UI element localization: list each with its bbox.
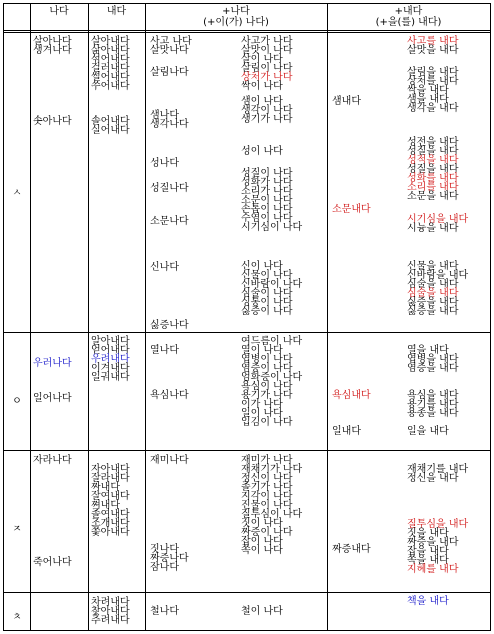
- word-entry: 여드름이 나다: [241, 336, 303, 347]
- word-entry: 일을 내다: [407, 426, 449, 437]
- word-entry: 살맛나다: [150, 45, 189, 56]
- word-entry: 싫증이 나다: [241, 306, 293, 317]
- word-entry: 쪄내다: [91, 500, 120, 511]
- word-entry: 짜증내다: [332, 544, 371, 555]
- word-entry: 싹을 내다: [407, 85, 449, 96]
- header-plus-naeda: [327, 6, 490, 28]
- word-entry: 재채기가 나다: [241, 464, 303, 475]
- word-entry: 이가 나다: [241, 399, 283, 410]
- word-entry: 짓나다: [150, 544, 179, 555]
- word-entry: 성적을 내다: [407, 155, 459, 166]
- word-entry: 일어나다: [33, 393, 72, 404]
- word-entry: 소리가 나다: [241, 186, 293, 197]
- word-entry: 소문이 나다: [241, 195, 293, 206]
- word-entry: 잡을 내다: [407, 546, 449, 557]
- word-entry: 살아나다: [33, 36, 72, 47]
- word-entry: 성화를 내다: [407, 173, 459, 184]
- word-entry: 샘나다: [150, 110, 179, 121]
- section-label: ㅈ: [12, 524, 22, 535]
- row-divider: [4, 592, 490, 593]
- word-entry: 짜증을 내다: [407, 537, 459, 548]
- word-entry: 찾아내다: [91, 606, 130, 617]
- word-entry: 엄화증이 나다: [241, 372, 303, 383]
- header-plus-nada: [145, 6, 327, 28]
- word-entry: 삶아내다: [91, 45, 130, 56]
- word-entry: 우려내다: [91, 354, 130, 365]
- word-entry: 짜증나다: [150, 553, 189, 564]
- section-label: ㅊ: [12, 612, 22, 623]
- word-entry: 열나다: [150, 345, 179, 356]
- word-entry: 죽어나다: [33, 557, 72, 568]
- word-entry: 신나다: [150, 262, 179, 273]
- word-entry: 생기가 나다: [241, 114, 293, 125]
- word-entry: 살이 나다: [241, 54, 283, 65]
- word-entry: 추려내다: [91, 615, 130, 626]
- word-entry: 짜내다: [91, 482, 120, 493]
- word-entry: 엽병을 내다: [407, 354, 459, 365]
- word-entry: 쪽이 나다: [241, 545, 283, 556]
- word-entry: 성화가 나다: [241, 177, 293, 188]
- header-plus-nada-line2: (+이(가) 나다): [203, 17, 269, 28]
- word-entry: 신물을 내다: [407, 261, 459, 272]
- word-entry: 생각이 나다: [241, 105, 293, 116]
- word-entry: 용종을 내다: [407, 408, 459, 419]
- word-entry: 성질을 내다: [407, 164, 459, 175]
- word-entry: 욕심을 내다: [407, 390, 459, 401]
- word-entry: 소리를 내다: [407, 182, 459, 193]
- word-entry: 질투심을 내다: [407, 519, 469, 530]
- word-entry: 염증을 내다: [407, 363, 459, 374]
- word-entry: 썰어내다: [91, 72, 130, 83]
- word-entry: 사고 나다: [150, 36, 192, 47]
- col-divider: [88, 4, 89, 630]
- word-entry: 신물이 나다: [241, 270, 293, 281]
- word-entry: 심술을 내다: [407, 288, 459, 299]
- word-entry: 살림을 내다: [407, 67, 459, 78]
- word-entry: 살림이 나다: [241, 63, 293, 74]
- word-entry: 욕심나다: [150, 390, 189, 401]
- row-divider: [4, 450, 490, 451]
- word-entry: 성질나다: [150, 183, 189, 194]
- col-divider: [327, 4, 328, 630]
- word-entry: 욕심이 나다: [241, 381, 293, 392]
- word-entry: 소문을 내다: [407, 191, 459, 202]
- word-entry: 열을 내다: [407, 345, 449, 356]
- word-entry: 살아내다: [91, 36, 130, 47]
- word-entry: 이겨내다: [91, 363, 130, 374]
- section-label: ㅇ: [12, 396, 22, 407]
- word-entry: 생각나다: [150, 119, 189, 130]
- word-entry: 생각을 내다: [407, 103, 459, 114]
- word-entry: 시늉을 내다: [407, 223, 459, 234]
- word-entry: 우러나다: [33, 358, 72, 369]
- word-entry: 싫증나다: [150, 320, 189, 331]
- word-entry: 입김이 나다: [241, 417, 293, 428]
- word-entry: 짓이 나다: [241, 518, 283, 529]
- word-entry: 상처를 내다: [407, 76, 459, 87]
- word-entry: 싱통이 나다: [241, 297, 293, 308]
- word-entry: 지각이 나다: [241, 491, 293, 502]
- word-entry: 성이 나다: [241, 146, 283, 157]
- word-entry: 책을 내다: [407, 596, 449, 607]
- word-entry: 염증이 나다: [241, 363, 293, 374]
- word-entry: 시기심을 내다: [407, 214, 469, 225]
- col-divider: [30, 4, 31, 630]
- word-entry: 사고를 내다: [407, 36, 459, 47]
- word-entry: 일궈내다: [91, 372, 130, 383]
- word-entry: 살맛이 나다: [241, 45, 293, 56]
- word-entry: 실어내다: [91, 125, 130, 136]
- header-naeda-col1: 나다: [49, 6, 69, 17]
- word-entry: 일이 나다: [241, 408, 283, 419]
- word-entry: 성전을 내다: [407, 137, 459, 148]
- word-entry: 싫증을 내다: [407, 306, 459, 317]
- word-entry: 재미가 나다: [241, 455, 293, 466]
- word-entry: 살림나다: [150, 67, 189, 78]
- header-plus-naeda-line1: +내다: [394, 6, 423, 17]
- word-entry: 샘내다: [332, 96, 361, 107]
- word-entry: 솔어내다: [91, 116, 130, 127]
- col-divider: [145, 4, 146, 630]
- word-table: [3, 3, 491, 631]
- word-entry: 정신이 나다: [241, 473, 293, 484]
- word-entry: 재미나다: [150, 455, 189, 466]
- section-label: ㅅ: [12, 188, 22, 199]
- word-entry: 쫓아내다: [91, 527, 130, 538]
- word-entry: 질투심이 나다: [241, 509, 303, 520]
- word-entry: 알아내다: [91, 336, 130, 347]
- word-entry: 조개내다: [91, 518, 130, 529]
- header-plus-naeda-line2: (+을(를) 내다): [375, 17, 442, 28]
- word-entry: 싹이 나다: [241, 81, 283, 92]
- word-entry: 용기를 내다: [407, 399, 459, 410]
- word-entry: 정신을 내다: [407, 473, 459, 484]
- word-entry: 잠나다: [150, 562, 179, 573]
- word-entry: 잡이 나다: [241, 536, 283, 547]
- word-entry: 열이 나다: [241, 345, 283, 356]
- word-entry: 지혜를 내다: [407, 564, 459, 575]
- word-entry: 샘이 나다: [241, 96, 283, 107]
- word-entry: 얻어내다: [91, 345, 130, 356]
- word-entry: 성질이 나다: [241, 168, 293, 179]
- word-entry: 철나다: [150, 606, 179, 617]
- header-plus-nada-line1: +나다: [222, 6, 250, 17]
- word-entry: 쪽을 내다: [407, 555, 449, 566]
- word-entry: 잘라내다: [91, 473, 130, 484]
- word-entry: 졸여내다: [91, 509, 130, 520]
- word-entry: 잘여내다: [91, 491, 130, 502]
- word-entry: 솟아나다: [33, 116, 72, 127]
- word-entry: 수염이 나다: [241, 213, 293, 224]
- word-entry: 차려내다: [91, 597, 130, 608]
- word-entry: 성나다: [150, 158, 179, 169]
- word-entry: 일내다: [332, 426, 361, 437]
- word-entry: 신이 나다: [241, 261, 283, 272]
- word-entry: 심술이 나다: [241, 288, 293, 299]
- word-entry: 소문나다: [150, 216, 189, 227]
- word-entry: 생겨나다: [33, 45, 72, 56]
- word-entry: 욕심내다: [332, 390, 371, 401]
- word-entry: 섞어내다: [91, 54, 130, 65]
- word-entry: 샘을 내다: [407, 94, 449, 105]
- word-entry: 신바람을 내다: [407, 270, 469, 281]
- word-entry: 짓을 내다: [407, 528, 449, 539]
- word-entry: 자아내다: [91, 464, 130, 475]
- word-entry: 걸러내다: [91, 63, 130, 74]
- word-entry: 시기심이 나다: [241, 222, 303, 233]
- word-entry: 엽병이 나다: [241, 354, 293, 365]
- word-entry: 진물이 나다: [241, 500, 293, 511]
- header-naeda-col2: 내다: [106, 6, 127, 17]
- word-entry: 심술을 내다: [407, 279, 459, 290]
- row-divider: [4, 332, 490, 333]
- word-entry: 졸기가 나다: [241, 482, 293, 493]
- word-entry: 용기가 나다: [241, 390, 293, 401]
- word-entry: 소문내다: [332, 204, 371, 215]
- header-divider: [4, 30, 490, 33]
- word-entry: 성질을 내다: [407, 146, 459, 157]
- word-entry: 재채기를 내다: [407, 464, 469, 475]
- word-entry: 철이 나다: [241, 606, 283, 617]
- word-entry: 쑤어내다: [91, 81, 130, 92]
- word-entry: 살맛을 내다: [407, 45, 459, 56]
- word-entry: 상처가 나다: [241, 72, 293, 83]
- word-entry: 사고가 나다: [241, 36, 293, 47]
- word-entry: 자라나다: [33, 455, 72, 466]
- word-entry: 신바람이 나다: [241, 279, 303, 290]
- word-entry: 싫증을 내다: [407, 297, 459, 308]
- word-entry: 손톱이 나다: [241, 204, 293, 215]
- word-entry: 짜증이 나다: [241, 527, 293, 538]
